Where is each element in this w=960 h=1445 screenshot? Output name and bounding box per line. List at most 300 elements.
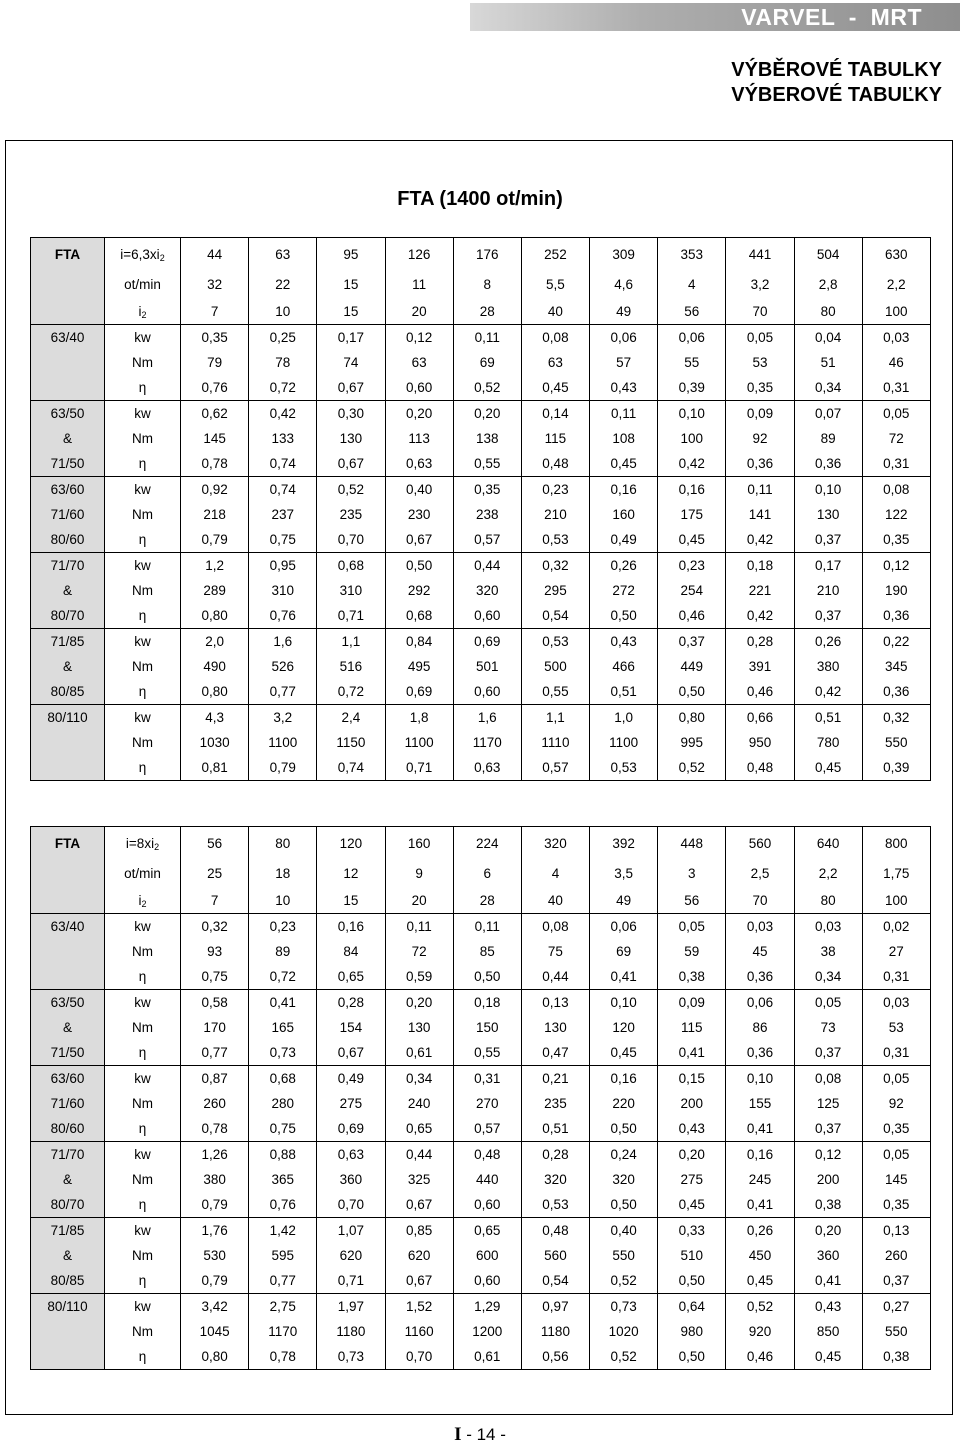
value-cell: 0,33 [658, 1218, 726, 1244]
value-cell: 27 [862, 939, 930, 964]
value-cell: 0,28 [317, 990, 385, 1016]
ratio-value: 252 [521, 238, 589, 272]
value-cell: 0,41 [590, 964, 658, 990]
rpm-value: 1,75 [862, 860, 930, 888]
value-cell: 0,02 [862, 914, 930, 940]
value-cell: 0,60 [453, 1268, 521, 1294]
page-number-text: - 14 - [461, 1425, 506, 1444]
value-cell: 0,13 [862, 1218, 930, 1244]
value-cell: 0,50 [453, 964, 521, 990]
value-cell: 0,18 [453, 990, 521, 1016]
i2-value: 56 [658, 299, 726, 325]
value-cell: 0,46 [726, 1344, 794, 1370]
value-cell: 0,45 [726, 1268, 794, 1294]
i2-value: 20 [385, 299, 453, 325]
value-cell: 995 [658, 730, 726, 755]
value-cell: 0,22 [862, 629, 930, 655]
table-row [31, 1319, 931, 1344]
value-cell: 1200 [453, 1319, 521, 1344]
value-cell: 0,38 [862, 1344, 930, 1370]
value-cell: 92 [726, 426, 794, 451]
parameter-label: Nm [105, 1091, 181, 1116]
rpm-value: 8 [453, 271, 521, 299]
value-cell: 0,23 [249, 914, 317, 940]
value-cell: 920 [726, 1319, 794, 1344]
value-cell: 0,50 [385, 553, 453, 579]
value-cell: 0,85 [385, 1218, 453, 1244]
rpm-value: 15 [317, 271, 385, 299]
value-cell: 0,23 [521, 477, 589, 503]
value-cell: 0,60 [453, 603, 521, 629]
gearbox-size [31, 964, 105, 990]
gearbox-size: 71/60 [31, 502, 105, 527]
parameter-label: Nm [105, 730, 181, 755]
rpm-value: 18 [249, 860, 317, 888]
value-cell: 0,16 [317, 914, 385, 940]
i2-label [105, 299, 181, 325]
value-cell: 0,57 [453, 527, 521, 553]
value-cell: 391 [726, 654, 794, 679]
gearbox-size: 63/60 [31, 1066, 105, 1092]
value-cell: 0,66 [726, 705, 794, 731]
value-cell: 218 [181, 502, 249, 527]
header-row-i2 [31, 888, 931, 914]
value-cell: 0,09 [726, 401, 794, 427]
parameter-label: η [105, 679, 181, 705]
table-row [31, 705, 931, 731]
parameter-label: Nm [105, 1243, 181, 1268]
value-cell: 0,44 [453, 553, 521, 579]
value-cell: 1,6 [453, 705, 521, 731]
value-cell: 0,35 [453, 477, 521, 503]
value-cell: 0,37 [658, 629, 726, 655]
value-cell: 220 [590, 1091, 658, 1116]
value-cell: 0,71 [385, 755, 453, 781]
gearbox-size: 80/85 [31, 679, 105, 705]
value-cell: 0,38 [794, 1192, 862, 1218]
value-cell: 75 [521, 939, 589, 964]
value-cell: 0,41 [658, 1040, 726, 1066]
value-cell: 1,6 [249, 629, 317, 655]
value-cell: 53 [862, 1015, 930, 1040]
value-cell: 2,4 [317, 705, 385, 731]
value-cell: 0,47 [521, 1040, 589, 1066]
gearbox-size: 63/50 [31, 401, 105, 427]
value-cell: 526 [249, 654, 317, 679]
parameter-label: Nm [105, 502, 181, 527]
value-cell: 516 [317, 654, 385, 679]
value-cell: 0,11 [385, 914, 453, 940]
value-cell: 980 [658, 1319, 726, 1344]
corner-blank [31, 271, 105, 299]
gearbox-size: 80/60 [31, 527, 105, 553]
value-cell: 0,04 [794, 325, 862, 351]
value-cell: 0,51 [794, 705, 862, 731]
value-cell: 0,72 [249, 375, 317, 401]
value-cell: 0,09 [658, 990, 726, 1016]
value-cell: 0,17 [317, 325, 385, 351]
parameter-label: η [105, 603, 181, 629]
value-cell: 0,46 [658, 603, 726, 629]
value-cell: 0,31 [862, 1040, 930, 1066]
value-cell: 0,65 [385, 1116, 453, 1142]
value-cell: 495 [385, 654, 453, 679]
value-cell: 0,23 [658, 553, 726, 579]
value-cell: 1,07 [317, 1218, 385, 1244]
value-cell: 0,21 [521, 1066, 589, 1092]
i2-value: 10 [249, 888, 317, 914]
value-cell: 0,45 [658, 527, 726, 553]
ratio-value: 560 [726, 827, 794, 861]
value-cell: 63 [521, 350, 589, 375]
table-row [31, 451, 931, 477]
ratio-value: 320 [521, 827, 589, 861]
value-cell: 0,50 [590, 1192, 658, 1218]
value-cell: 0,68 [385, 603, 453, 629]
table-row [31, 755, 931, 781]
i2-label [105, 888, 181, 914]
ratio-value: 640 [794, 827, 862, 861]
gearbox-size: 71/50 [31, 1040, 105, 1066]
value-cell: 0,41 [726, 1116, 794, 1142]
value-cell: 550 [862, 1319, 930, 1344]
value-cell: 86 [726, 1015, 794, 1040]
table-row [31, 1142, 931, 1168]
gearbox-size [31, 730, 105, 755]
ratio-value: 95 [317, 238, 385, 272]
value-cell: 0,78 [181, 1116, 249, 1142]
value-cell: 130 [317, 426, 385, 451]
value-cell: 0,79 [181, 527, 249, 553]
parameter-label: kw [105, 1142, 181, 1168]
value-cell: 0,37 [794, 527, 862, 553]
rpm-value: 3,2 [726, 271, 794, 299]
ratio-value: 63 [249, 238, 317, 272]
parameter-label: Nm [105, 1319, 181, 1344]
value-cell: 0,69 [385, 679, 453, 705]
table-row [31, 502, 931, 527]
value-cell: 0,50 [658, 1268, 726, 1294]
value-cell: 115 [658, 1015, 726, 1040]
value-cell: 0,70 [317, 1192, 385, 1218]
value-cell: 150 [453, 1015, 521, 1040]
ratio-value: 56 [181, 827, 249, 861]
value-cell: 0,69 [317, 1116, 385, 1142]
value-cell: 221 [726, 578, 794, 603]
value-cell: 0,43 [590, 629, 658, 655]
value-cell: 1,26 [181, 1142, 249, 1168]
i2-label-text: i [138, 893, 142, 908]
table-row [31, 1116, 931, 1142]
value-cell: 1020 [590, 1319, 658, 1344]
value-cell: 0,42 [794, 679, 862, 705]
value-cell: 69 [453, 350, 521, 375]
value-cell: 38 [794, 939, 862, 964]
parameter-label: kw [105, 705, 181, 731]
value-cell: 145 [181, 426, 249, 451]
ratio-value: 309 [590, 238, 658, 272]
value-cell: 620 [385, 1243, 453, 1268]
value-cell: 560 [521, 1243, 589, 1268]
rpm-value: 11 [385, 271, 453, 299]
value-cell: 0,53 [521, 629, 589, 655]
value-cell: 325 [385, 1167, 453, 1192]
value-cell: 310 [249, 578, 317, 603]
gearbox-size: 63/40 [31, 914, 105, 940]
value-cell: 345 [862, 654, 930, 679]
ratio-value: 441 [726, 238, 794, 272]
table-row [31, 1268, 931, 1294]
gearbox-size [31, 939, 105, 964]
value-cell: 0,55 [453, 451, 521, 477]
ratio-value: 800 [862, 827, 930, 861]
value-cell: 1150 [317, 730, 385, 755]
value-cell: 57 [590, 350, 658, 375]
value-cell: 0,15 [658, 1066, 726, 1092]
value-cell: 0,51 [590, 679, 658, 705]
value-cell: 0,05 [794, 990, 862, 1016]
parameter-label: Nm [105, 578, 181, 603]
value-cell: 260 [181, 1091, 249, 1116]
table-row [31, 578, 931, 603]
ratio-label-text: i=8xi [125, 836, 155, 851]
parameter-label: Nm [105, 350, 181, 375]
ratio-value: 44 [181, 238, 249, 272]
value-cell: 240 [385, 1091, 453, 1116]
value-cell: 320 [590, 1167, 658, 1192]
ratio-value: 630 [862, 238, 930, 272]
value-cell: 0,05 [862, 1142, 930, 1168]
value-cell: 0,20 [385, 401, 453, 427]
value-cell: 0,34 [385, 1066, 453, 1092]
rpm-value: 32 [181, 271, 249, 299]
value-cell: 0,25 [249, 325, 317, 351]
value-cell: 1,1 [521, 705, 589, 731]
value-cell: 0,53 [590, 755, 658, 781]
value-cell: 0,52 [590, 1268, 658, 1294]
value-cell: 0,43 [658, 1116, 726, 1142]
value-cell: 0,55 [453, 1040, 521, 1066]
value-cell: 0,53 [521, 1192, 589, 1218]
value-cell: 0,54 [521, 1268, 589, 1294]
value-cell: 200 [794, 1167, 862, 1192]
ratio-label-subscript: 2 [159, 253, 165, 263]
value-cell: 0,67 [317, 451, 385, 477]
value-cell: 0,80 [658, 705, 726, 731]
ratio-value: 504 [794, 238, 862, 272]
value-cell: 85 [453, 939, 521, 964]
value-cell: 320 [453, 578, 521, 603]
value-cell: 0,70 [317, 527, 385, 553]
gearbox-size: 80/85 [31, 1268, 105, 1294]
value-cell: 0,08 [862, 477, 930, 503]
value-cell: 0,36 [726, 1040, 794, 1066]
table-row [31, 1091, 931, 1116]
value-cell: 0,60 [453, 679, 521, 705]
parameter-label: Nm [105, 939, 181, 964]
gearbox-size: & [31, 1167, 105, 1192]
value-cell: 0,71 [317, 1268, 385, 1294]
value-cell: 280 [249, 1091, 317, 1116]
parameter-label: kw [105, 553, 181, 579]
value-cell: 138 [453, 426, 521, 451]
value-cell: 0,77 [181, 1040, 249, 1066]
value-cell: 0,52 [453, 375, 521, 401]
rpm-value: 4 [658, 271, 726, 299]
value-cell: 0,63 [317, 1142, 385, 1168]
ratio-value: 80 [249, 827, 317, 861]
i2-value: 80 [794, 299, 862, 325]
gearbox-size: 71/70 [31, 553, 105, 579]
i2-label-subscript: 2 [141, 310, 147, 320]
value-cell: 0,03 [862, 325, 930, 351]
value-cell: 0,24 [590, 1142, 658, 1168]
gearbox-size [31, 1319, 105, 1344]
table-row [31, 350, 931, 375]
gearbox-size: 71/85 [31, 1218, 105, 1244]
value-cell: 0,42 [726, 527, 794, 553]
table-row [31, 477, 931, 503]
value-cell: 0,44 [521, 964, 589, 990]
value-cell: 0,27 [862, 1294, 930, 1320]
value-cell: 550 [862, 730, 930, 755]
value-cell: 0,81 [181, 755, 249, 781]
value-cell: 0,18 [726, 553, 794, 579]
value-cell: 141 [726, 502, 794, 527]
value-cell: 200 [658, 1091, 726, 1116]
value-cell: 1,2 [181, 553, 249, 579]
value-cell: 1,97 [317, 1294, 385, 1320]
value-cell: 0,26 [590, 553, 658, 579]
corner-blank [31, 860, 105, 888]
value-cell: 1,1 [317, 629, 385, 655]
value-cell: 245 [726, 1167, 794, 1192]
parameter-label: η [105, 964, 181, 990]
value-cell: 0,11 [453, 914, 521, 940]
value-cell: 170 [181, 1015, 249, 1040]
value-cell: 0,28 [726, 629, 794, 655]
value-cell: 0,20 [658, 1142, 726, 1168]
value-cell: 45 [726, 939, 794, 964]
ratio-label [105, 827, 181, 861]
gearbox-size: 80/110 [31, 1294, 105, 1320]
value-cell: 0,46 [726, 679, 794, 705]
value-cell: 0,34 [794, 375, 862, 401]
value-cell: 0,05 [862, 401, 930, 427]
value-cell: 0,73 [317, 1344, 385, 1370]
value-cell: 0,42 [726, 603, 794, 629]
table-row [31, 1344, 931, 1370]
value-cell: 490 [181, 654, 249, 679]
value-cell: 0,73 [590, 1294, 658, 1320]
value-cell: 260 [862, 1243, 930, 1268]
value-cell: 78 [249, 350, 317, 375]
value-cell: 0,36 [862, 679, 930, 705]
value-cell: 0,12 [862, 553, 930, 579]
value-cell: 0,34 [794, 964, 862, 990]
value-cell: 0,35 [862, 1192, 930, 1218]
value-cell: 0,77 [249, 679, 317, 705]
ratio-label [105, 238, 181, 272]
parameter-label: η [105, 1344, 181, 1370]
gearbox-size: 80/70 [31, 603, 105, 629]
value-cell: 89 [794, 426, 862, 451]
value-cell: 0,16 [590, 1066, 658, 1092]
value-cell: 0,51 [521, 1116, 589, 1142]
value-cell: 440 [453, 1167, 521, 1192]
value-cell: 238 [453, 502, 521, 527]
value-cell: 0,45 [590, 1040, 658, 1066]
table-row [31, 914, 931, 940]
corner-label: FTA [31, 827, 105, 861]
value-cell: 0,67 [385, 1192, 453, 1218]
value-cell: 74 [317, 350, 385, 375]
corner-blank [31, 299, 105, 325]
value-cell: 113 [385, 426, 453, 451]
table-row [31, 603, 931, 629]
value-cell: 0,76 [181, 375, 249, 401]
value-cell: 125 [794, 1091, 862, 1116]
i2-value: 28 [453, 888, 521, 914]
i2-value: 7 [181, 299, 249, 325]
value-cell: 0,11 [453, 325, 521, 351]
value-cell: 0,88 [249, 1142, 317, 1168]
value-cell: 0,65 [453, 1218, 521, 1244]
i2-value: 15 [317, 888, 385, 914]
table-row [31, 1192, 931, 1218]
rpm-value: 12 [317, 860, 385, 888]
value-cell: 0,45 [794, 1344, 862, 1370]
value-cell: 950 [726, 730, 794, 755]
value-cell: 1100 [590, 730, 658, 755]
value-cell: 0,35 [862, 1116, 930, 1142]
value-cell: 0,77 [249, 1268, 317, 1294]
value-cell: 0,74 [317, 755, 385, 781]
value-cell: 0,10 [658, 401, 726, 427]
value-cell: 0,67 [317, 1040, 385, 1066]
value-cell: 0,57 [453, 1116, 521, 1142]
ratio-value: 224 [453, 827, 521, 861]
table-row [31, 1218, 931, 1244]
value-cell: 0,48 [521, 451, 589, 477]
value-cell: 0,52 [726, 1294, 794, 1320]
gearbox-size: 80/70 [31, 1192, 105, 1218]
table-row [31, 1040, 931, 1066]
value-cell: 53 [726, 350, 794, 375]
value-cell: 0,03 [862, 990, 930, 1016]
value-cell: 0,37 [794, 603, 862, 629]
rpm-value: 3 [658, 860, 726, 888]
value-cell: 620 [317, 1243, 385, 1268]
value-cell: 0,17 [794, 553, 862, 579]
value-cell: 0,48 [453, 1142, 521, 1168]
value-cell: 0,74 [249, 451, 317, 477]
value-cell: 46 [862, 350, 930, 375]
gearbox-size: 71/50 [31, 451, 105, 477]
value-cell: 130 [385, 1015, 453, 1040]
value-cell: 0,26 [794, 629, 862, 655]
value-cell: 0,76 [249, 1192, 317, 1218]
value-cell: 72 [862, 426, 930, 451]
ratio-value: 392 [590, 827, 658, 861]
rpm-value: 5,5 [521, 271, 589, 299]
value-cell: 1100 [385, 730, 453, 755]
table-row [31, 939, 931, 964]
value-cell: 289 [181, 578, 249, 603]
value-cell: 0,06 [590, 914, 658, 940]
value-cell: 0,39 [862, 755, 930, 781]
value-cell: 190 [862, 578, 930, 603]
